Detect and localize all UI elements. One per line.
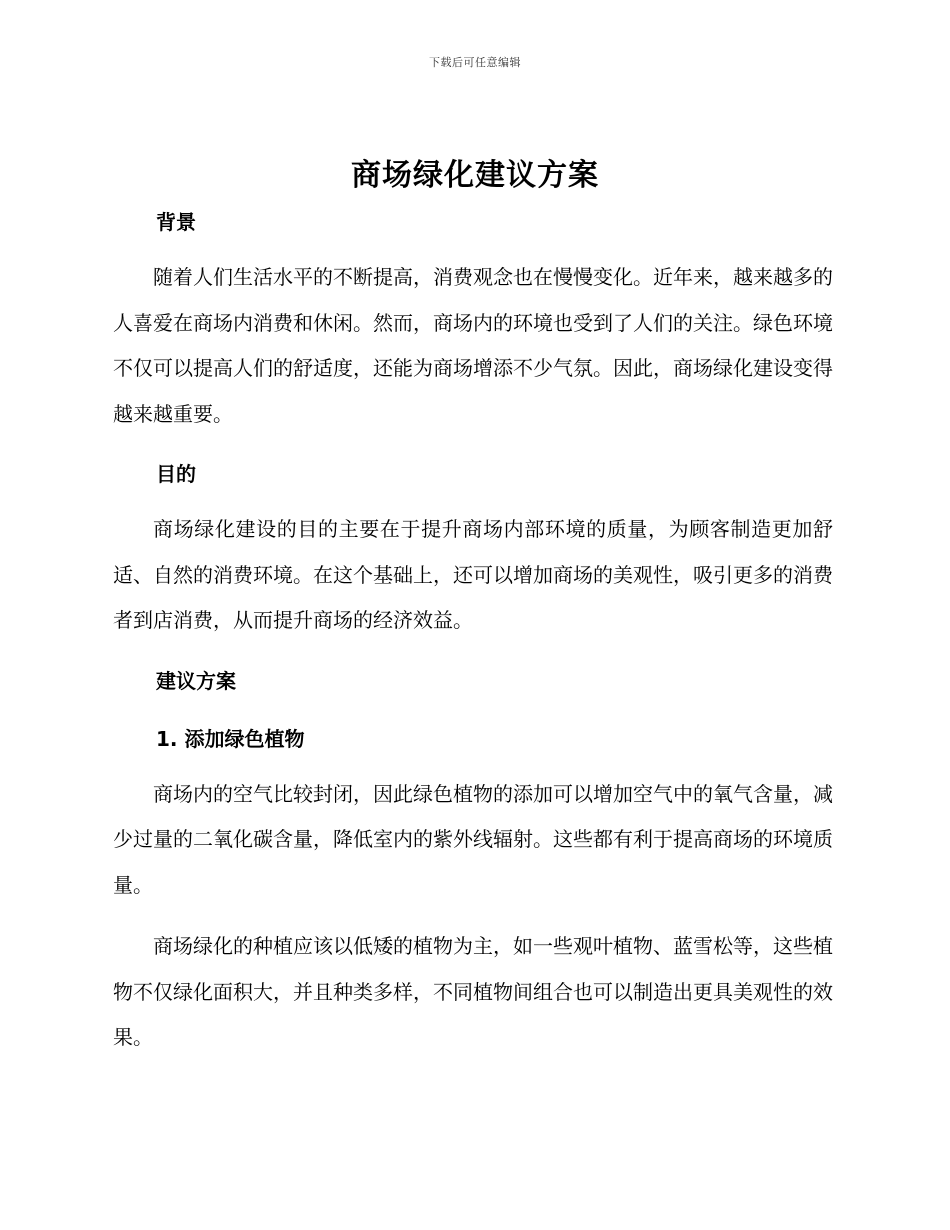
document-body: [113, 205, 833, 1061]
section-heading-proposal: 建议方案: [156, 668, 236, 693]
paragraph-purpose: 商场绿化建设的目的主要在于提升商场内部环境的质量，为顾客制造更加舒适、自然的消费环境。在这个基础上，还可以增加商场的美观性，吸引更多的消费者到店消费，从而提升商场的经济效益。: [113, 517, 833, 632]
subsection-heading-add-plants: 1. 添加绿色植物: [156, 726, 305, 751]
section-heading-purpose: 目的: [156, 462, 196, 486]
paragraph-background: 随着人们生活水平的不断提高，消费观念也在慢慢变化。近年来，越来越多的人喜爱在商场内消费和休闲。然而，商场内的环境也受到了人们的关注。绿色环境不仅可以提高人们的舒适度，还能为商场增添不少气氛。因此，商场绿化建设变得越来越重要。: [113, 265, 833, 426]
header-note: 下载后可任意编辑: [429, 56, 521, 69]
paragraph-add-plants-2: 商场绿化的种植应该以低矮的植物为主，如一些观叶植物、蓝雪松等，这些植物不仅绿化面积大，并且种类多样，不同植物间组合也可以制造出更具美观性的效果。: [113, 934, 833, 1049]
paragraph-add-plants-1: 商场内的空气比较封闭，因此绿色植物的添加可以增加空气中的氧气含量，减少过量的二氧化碳含量，降低室内的紫外线辐射。这些都有利于提高商场的环境质量。: [113, 781, 833, 897]
section-heading-background: 背景: [156, 210, 196, 234]
document-title: 商场绿化建议方案: [351, 158, 599, 193]
